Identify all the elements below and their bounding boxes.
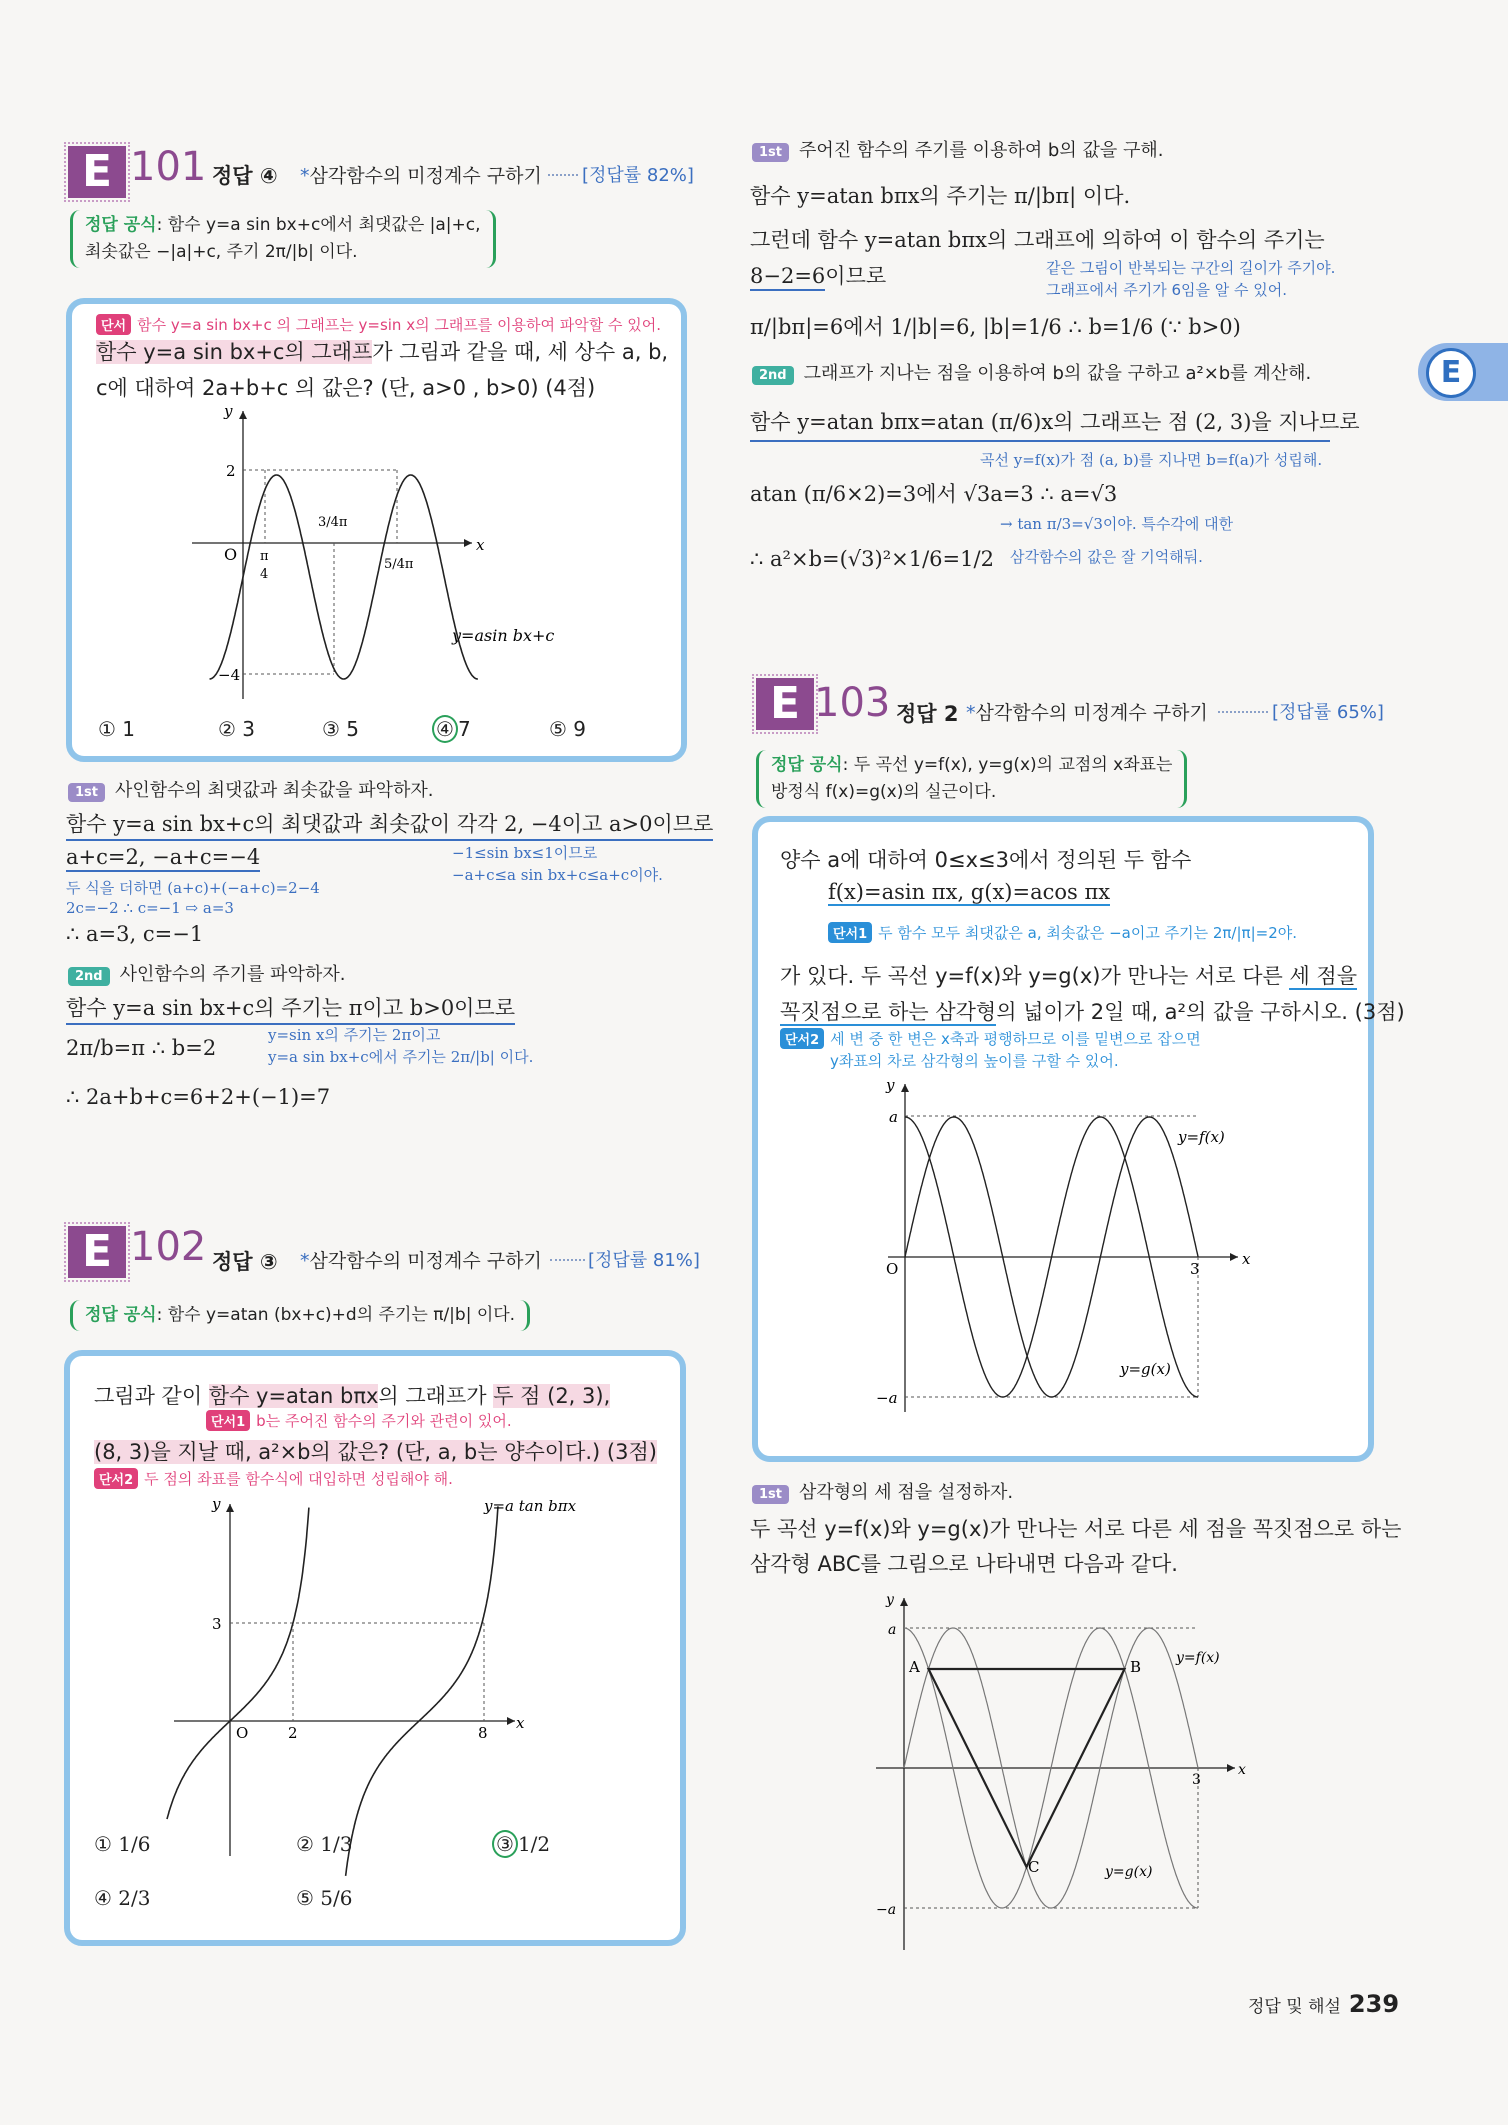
sin-cos-graph xyxy=(758,822,1368,1456)
solution-line: ∴ a²×b=(√3)²×1/6=1/2 xyxy=(750,547,994,571)
note: −a+c≤a sin bx+c≤a+c이야. xyxy=(452,866,663,884)
answer-formula xyxy=(70,1300,530,1331)
y-axis-label: y xyxy=(886,1592,894,1608)
problem-box xyxy=(66,298,687,762)
triangle-graph xyxy=(850,1580,1270,1960)
origin-label: O xyxy=(886,1260,899,1278)
topic-label xyxy=(300,1246,542,1273)
question-text: 가 있다. 두 곡선 y=f(x)와 y=g(x)가 만나는 서로 다른 xyxy=(780,964,1290,988)
x-tick-denominator: 4 xyxy=(260,567,269,582)
question-text: 그림과 같이 xyxy=(94,1384,209,1408)
note: 곡선 y=f(x)가 점 (a, b)를 지나면 b=f(a)가 성립해. xyxy=(980,451,1323,469)
choice-1[interactable]: ① 1/6 xyxy=(94,1832,151,1856)
f-label: y=f(x) xyxy=(1178,1128,1225,1146)
g-label: y=g(x) xyxy=(1120,1360,1171,1378)
solution-line: 삼각형 ABC를 그림으로 나타내면 다음과 같다. xyxy=(750,1552,1178,1576)
x-axis-arrow xyxy=(1227,1764,1235,1772)
x-axis-label: x xyxy=(516,1714,525,1732)
step-heading xyxy=(68,960,345,986)
topic-text: 삼각함수의 미정계수 구하기 xyxy=(309,1250,542,1272)
formula-line: 방정식 f(x)=g(x)의 실근이다. xyxy=(771,782,997,802)
hint-text: y좌표의 차로 삼각형의 높이를 구할 수 있어. xyxy=(830,1052,1119,1070)
hint-tag: 단서 xyxy=(96,314,131,335)
underlined-text: 꼭짓점으로 하는 삼각형 xyxy=(780,1000,997,1024)
hint-tag: 단서2 xyxy=(780,1028,824,1049)
problem-box xyxy=(64,1350,686,1946)
solution-line: ∴ a=3, c=−1 xyxy=(66,922,204,946)
star-icon: * xyxy=(300,165,310,187)
y-tick-min: −4 xyxy=(218,666,241,684)
origin-label: O xyxy=(236,1724,249,1742)
y-tick-neg-a: −a xyxy=(876,1389,898,1407)
hint-tag: 단서2 xyxy=(94,1468,138,1489)
x-tick-3: 3 xyxy=(1190,1260,1200,1278)
solution-line: 함수 y=atan bπx=atan (π/6)x의 그래프는 점 (2, 3)을 지나므로 xyxy=(750,406,1330,442)
y-axis-label: y xyxy=(224,402,233,420)
y-tick-3: 3 xyxy=(212,1615,222,1633)
formula-label: 정답 공식 xyxy=(771,755,843,775)
note: 그래프에서 주기가 6임을 알 수 있어. xyxy=(1046,281,1288,299)
question-text: 의 넓이가 2일 때, a²의 값을 구하시오. (3점) xyxy=(996,1000,1405,1024)
note: 두 식을 더하면 (a+c)+(−a+c)=2−4 xyxy=(66,879,320,897)
underlined-text: 세 점을 xyxy=(1289,964,1357,988)
step-tag: 1st xyxy=(68,783,105,802)
topic-text: 삼각함수의 미정계수 구하기 xyxy=(975,702,1208,724)
x-axis-arrow xyxy=(507,1717,515,1725)
hint-tag: 단서1 xyxy=(206,1410,250,1431)
leader-dots xyxy=(1218,711,1268,713)
solution-line: 그런데 함수 y=atan bπx의 그래프에 의하여 이 함수의 주기는 xyxy=(750,228,1325,252)
step-heading xyxy=(68,776,433,802)
problem-box xyxy=(752,816,1405,1462)
g-label: y=g(x) xyxy=(1105,1864,1153,1880)
note: 2c=−2 ∴ c=−1 ⇨ a=3 xyxy=(66,899,234,917)
hint-tag: 단서1 xyxy=(828,922,872,943)
note: 같은 그림이 반복되는 구간의 길이가 주기야. xyxy=(1046,259,1336,277)
tangent-graph xyxy=(70,1356,680,1940)
point-c-label: C xyxy=(1028,1858,1040,1876)
correct-rate: [정답률 65%] xyxy=(1272,702,1384,723)
question-line: c에 대하여 2a+b+c 의 값은? (단, a>0 , b>0) (4점) xyxy=(96,376,596,400)
step-tag: 1st xyxy=(752,1485,789,1504)
x-tick-3pi-4: 3/4π xyxy=(318,515,348,530)
x-tick-8: 8 xyxy=(478,1724,488,1742)
choice-2[interactable]: ② 3 xyxy=(218,717,256,741)
y-axis-arrow xyxy=(226,1504,234,1512)
choice-4[interactable]: ④ 2/3 xyxy=(94,1886,151,1910)
step-heading xyxy=(752,359,1311,385)
problem-number: 101 xyxy=(130,144,207,190)
step-title: 삼각형의 세 점을 설정하자. xyxy=(799,1482,1014,1503)
hint-text: 세 변 중 한 변은 x축과 평행하므로 이를 밑변으로 잡으면 xyxy=(830,1030,1201,1048)
formula-label: 정답 공식 xyxy=(85,1305,157,1325)
topic-text: 삼각함수의 미정계수 구하기 xyxy=(309,165,542,187)
choice-1[interactable]: ① 1 xyxy=(98,717,136,741)
x-tick-2: 2 xyxy=(288,1724,298,1742)
choice-2[interactable]: ② 1/3 xyxy=(296,1832,353,1856)
formula-line: : 두 곡선 y=f(x), y=g(x)의 교점의 x좌표는 xyxy=(842,755,1173,775)
step-title: 주어진 함수의 주기를 이용하여 b의 값을 구해. xyxy=(799,140,1164,161)
step-tag: 2nd xyxy=(68,967,110,986)
curve-label: y=a tan bπx xyxy=(484,1497,577,1515)
x-tick-numerator: π xyxy=(260,549,269,564)
point-b-label: B xyxy=(1130,1658,1142,1676)
sine-graph xyxy=(72,304,681,756)
y-tick-a: a xyxy=(888,1622,897,1638)
step-tag: 1st xyxy=(752,143,789,162)
step-title: 사인함수의 주기를 파악하자. xyxy=(119,964,346,985)
note: y=sin x의 주기는 2π이고 xyxy=(268,1026,441,1044)
formula-line: : 함수 y=atan (bx+c)+d의 주기는 π/|b| 이다. xyxy=(156,1305,516,1325)
question-text: (8, 3)을 지날 때, a²×b의 값은? (단, a, b는 양수이다.) (3점) xyxy=(94,1440,657,1464)
footer-label: 정답 및 해설 xyxy=(1248,1997,1341,2017)
answer-formula xyxy=(70,210,496,268)
question-highlight: 함수 y=atan bπx xyxy=(208,1384,379,1408)
step-tag: 2nd xyxy=(752,366,794,385)
y-axis-arrow xyxy=(900,1598,908,1606)
answer-label: 정답 ④ xyxy=(212,164,278,188)
star-icon: * xyxy=(300,1250,310,1272)
solution-line: π/|bπ|=6에서 1/|b|=6, |b|=1/6 ∴ b=1/6 (∵ b>0) xyxy=(750,315,1241,339)
leader-dots xyxy=(550,1259,585,1261)
solution-line xyxy=(750,260,886,290)
solution-line: 두 곡선 y=f(x)와 y=g(x)가 만나는 서로 다른 세 점을 꼭짓점으로 하는 xyxy=(750,1517,1402,1541)
choice-value: 1/2 xyxy=(517,1832,551,1856)
x-tick-5pi-4: 5/4π xyxy=(384,557,414,572)
problem-badge: E xyxy=(756,678,814,730)
step-title: 그래프가 지나는 점을 이용하여 b의 값을 구하고 a²×b를 계산해. xyxy=(803,363,1312,384)
hint-text: 두 함수 모두 최댓값은 a, 최솟값은 −a이고 주기는 2π/|π|=2야. xyxy=(878,924,1297,942)
y-tick-neg-a: −a xyxy=(876,1902,897,1918)
topic-label xyxy=(966,698,1208,725)
x-axis-arrow xyxy=(464,539,472,547)
x-axis-label: x xyxy=(1242,1250,1251,1268)
note: 삼각함수의 값은 잘 기억해둬. xyxy=(1010,548,1203,566)
question-highlight: 함수 y=a sin bx+c의 그래프 xyxy=(96,340,373,364)
correct-rate: [정답률 82%] xyxy=(582,165,694,186)
x-axis-arrow xyxy=(1230,1253,1238,1261)
chapter-tab[interactable] xyxy=(1418,343,1508,401)
choice-5[interactable]: ⑤ 5/6 xyxy=(296,1886,353,1910)
y-tick-a: a xyxy=(889,1108,898,1126)
selected-mark: ③ xyxy=(492,1830,518,1858)
x-tick-3: 3 xyxy=(1192,1772,1201,1788)
hint-text: b는 주어진 함수의 주기와 관련이 있어. xyxy=(256,1412,512,1430)
y-axis-label: y xyxy=(886,1076,895,1094)
chapter-tab-label: E xyxy=(1426,348,1476,398)
problem-badge: E xyxy=(68,146,126,198)
choice-5[interactable]: ⑤ 9 xyxy=(549,717,587,741)
choice-4-selected[interactable] xyxy=(432,717,471,741)
formula-label: 정답 공식 xyxy=(85,215,157,235)
curve-label: y=asin bx+c xyxy=(452,626,555,645)
choice-value: 7 xyxy=(457,717,471,741)
hint-text: 두 점의 좌표를 함수식에 대입하면 성립해야 해. xyxy=(144,1470,453,1488)
hint-text: 함수 y=a sin bx+c 의 그래프는 y=sin x의 그래프를 이용하여 파악할 수 있어. xyxy=(137,316,662,334)
answer-label: 정답 ③ xyxy=(212,1250,278,1274)
solution-line: 함수 y=a sin bx+c의 주기는 π이고 b>0이므로 xyxy=(66,992,515,1025)
topic-label xyxy=(300,161,542,188)
note: → tan π/3=√3이야. 특수각에 대한 xyxy=(1000,515,1234,533)
note: −1≤sin bx≤1이므로 xyxy=(452,844,598,862)
f-label: y=f(x) xyxy=(1176,1650,1220,1666)
formula-line: : 함수 y=a sin bx+c에서 최댓값은 |a|+c, xyxy=(156,215,481,235)
solution-line: atan (π/6×2)=3에서 √3a=3 ∴ a=√3 xyxy=(750,482,1118,506)
origin-label: O xyxy=(224,545,238,564)
answer-label: 정답 2 xyxy=(896,702,959,726)
question-text: 의 그래프가 xyxy=(378,1384,494,1408)
selected-mark: ④ xyxy=(432,715,458,743)
solution-line: a+c=2, −a+c=−4 xyxy=(66,845,260,872)
note: y=a sin bx+c에서 주기는 2π/|b| 이다. xyxy=(268,1048,534,1066)
choice-3-selected[interactable] xyxy=(492,1832,550,1856)
question-highlight: 두 점 (2, 3), xyxy=(493,1384,611,1408)
solution-line: ∴ 2a+b+c=6+2+(−1)=7 xyxy=(66,1085,331,1109)
question-text: 가 그림과 같을 때, 세 상수 a, b, xyxy=(372,340,669,364)
question-formula: f(x)=asin πx, g(x)=acos πx xyxy=(828,880,1111,904)
answer-formula xyxy=(756,750,1187,808)
y-axis-label: y xyxy=(212,1495,221,1513)
star-icon: * xyxy=(966,702,976,724)
y-axis-arrow xyxy=(901,1084,909,1092)
page-footer xyxy=(1248,1990,1399,2018)
choice-3[interactable]: ③ 5 xyxy=(322,717,360,741)
guide-lines xyxy=(230,1623,484,1721)
x-axis-label: x xyxy=(1238,1762,1246,1778)
y-axis-arrow xyxy=(239,411,247,419)
solution-line: 함수 y=a sin bx+c의 최댓값과 최솟값이 각각 2, −4이고 a>0이므로 xyxy=(66,808,713,841)
underlined-text: 8−2=6 xyxy=(750,264,825,291)
tangent-curve xyxy=(167,1506,498,1876)
formula-line: 최솟값은 −|a|+c, 주기 2π/|b| 이다. xyxy=(85,242,358,262)
point-a-label: A xyxy=(909,1658,920,1676)
solution-text: 이므로 xyxy=(825,264,887,288)
problem-badge: E xyxy=(68,1226,126,1278)
step-heading xyxy=(752,1478,1013,1504)
correct-rate: [정답률 81%] xyxy=(588,1250,700,1271)
step-title: 사인함수의 최댓값과 최솟값을 파악하자. xyxy=(115,780,434,801)
step-heading xyxy=(752,136,1163,162)
x-axis-label: x xyxy=(476,536,485,554)
leader-dots xyxy=(548,174,578,176)
sine-curve xyxy=(210,475,478,679)
page-number: 239 xyxy=(1348,1990,1400,2018)
question-line: 양수 a에 대하여 0≤x≤3에서 정의된 두 함수 xyxy=(780,848,1192,872)
solution-line: 2π/b=π ∴ b=2 xyxy=(66,1036,217,1060)
solution-line: 함수 y=atan bπx의 주기는 π/|bπ| 이다. xyxy=(750,184,1131,208)
problem-number: 102 xyxy=(130,1224,207,1270)
y-tick-max: 2 xyxy=(226,462,236,480)
problem-number: 103 xyxy=(814,680,891,726)
